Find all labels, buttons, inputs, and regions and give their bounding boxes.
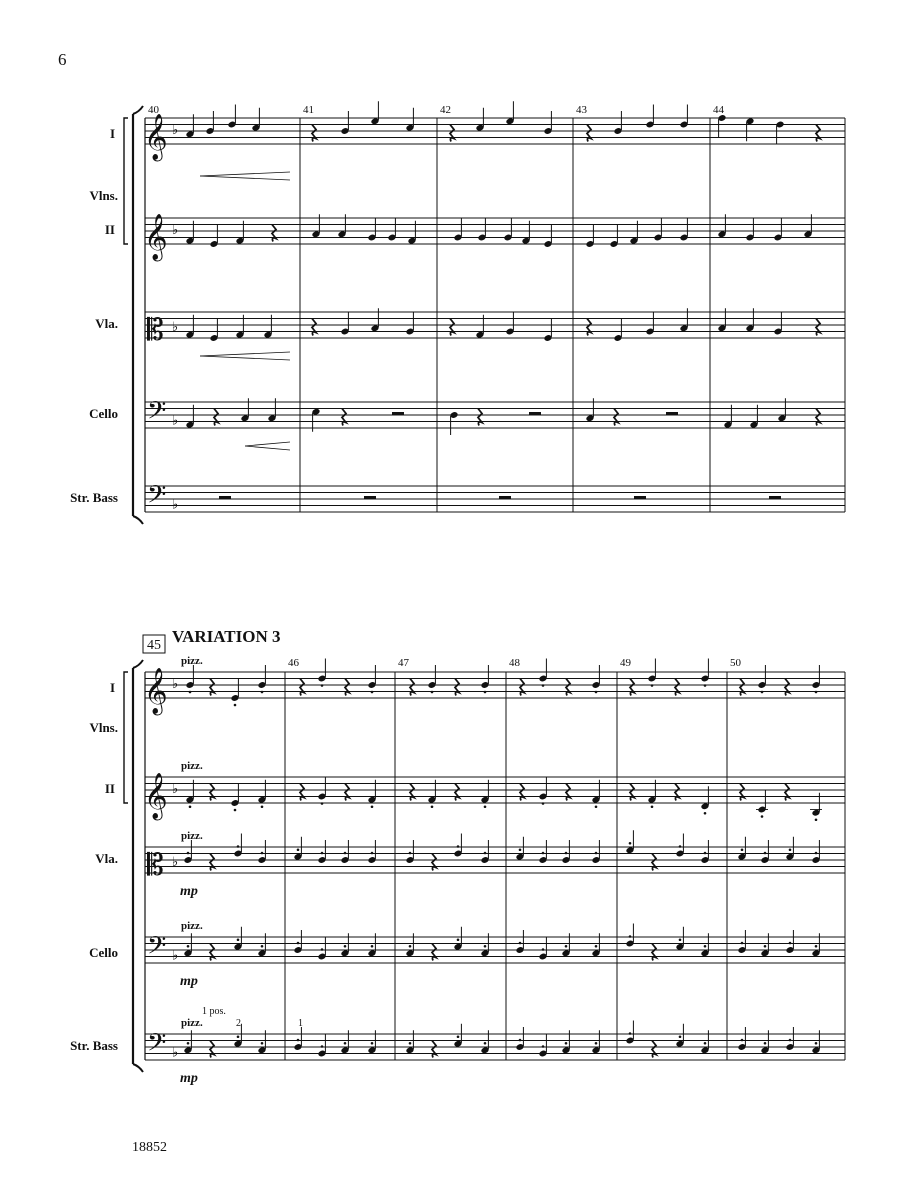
alto-clef-icon: 𝄡: [147, 848, 164, 883]
bracket-hook: [133, 516, 143, 524]
half-rest: [634, 496, 646, 499]
crescendo-hairpin: [200, 176, 290, 180]
quarter-rest: [455, 784, 459, 801]
staccato-dot: [431, 805, 434, 808]
staccato-dot: [595, 805, 598, 808]
quarter-rest: [342, 409, 346, 426]
measure-number: 48: [509, 657, 520, 669]
variation-title: VARIATION 3: [172, 627, 281, 646]
quarter-rest: [312, 125, 316, 142]
staccato-dot: [484, 691, 487, 694]
staccato-dot: [371, 805, 374, 808]
bracket-hook: [133, 660, 143, 668]
staccato-dot: [542, 948, 545, 951]
violin-2-label: II: [104, 781, 115, 796]
measure-number: 43: [576, 104, 587, 116]
bass-fingering: 1: [298, 1018, 303, 1029]
quarter-rest: [345, 679, 349, 696]
staccato-dot: [565, 945, 568, 948]
quarter-rest: [675, 679, 679, 696]
half-rest: [392, 412, 404, 415]
quarter-rest: [587, 319, 591, 336]
quarter-rest: [345, 784, 349, 801]
quarter-rest: [214, 409, 218, 426]
staccato-dot: [187, 852, 190, 855]
quarter-rest: [300, 679, 304, 696]
staccato-dot: [651, 684, 654, 687]
staccato-dot: [321, 802, 324, 805]
quarter-rest: [614, 409, 618, 426]
staccato-dot: [344, 945, 347, 948]
bracket-hook: [133, 1064, 143, 1072]
staccato-dot: [629, 842, 632, 845]
staccato-dot: [484, 805, 487, 808]
measure-number: 40: [148, 104, 159, 116]
staccato-dot: [371, 1042, 374, 1045]
staccato-dot: [297, 1039, 300, 1042]
quarter-rest: [740, 679, 744, 696]
alto-clef-icon: 𝄡: [147, 313, 164, 348]
staccato-dot: [261, 945, 264, 948]
staccato-dot: [704, 684, 707, 687]
crescendo-hairpin: [200, 172, 290, 176]
quarter-rest: [432, 1041, 436, 1058]
staccato-dot: [542, 852, 545, 855]
staccato-dot: [704, 812, 707, 815]
measure-number: 49: [620, 657, 631, 669]
staccato-dot: [761, 691, 764, 694]
dynamic-mp: mp: [180, 1071, 198, 1086]
staccato-dot: [741, 1039, 744, 1042]
staccato-dot: [189, 805, 192, 808]
staccato-dot: [457, 938, 460, 941]
staccato-dot: [237, 1035, 240, 1038]
pizz-marking: pizz.: [181, 760, 203, 772]
staccato-dot: [261, 1042, 264, 1045]
viola-label: Vla.: [95, 851, 118, 866]
quarter-rest: [566, 784, 570, 801]
measure-number: 42: [440, 104, 451, 116]
staccato-dot: [409, 945, 412, 948]
dynamic-mp: mp: [180, 974, 198, 989]
flat-icon: ♭: [172, 223, 179, 238]
staccato-dot: [261, 691, 264, 694]
pizz-marking: pizz.: [181, 920, 203, 932]
quarter-rest: [432, 854, 436, 871]
flat-icon: ♭: [172, 497, 179, 513]
violin-1-label: I: [109, 126, 115, 141]
flat-icon: ♭: [172, 855, 179, 870]
staccato-dot: [321, 852, 324, 855]
staccato-dot: [457, 1035, 460, 1038]
staccato-dot: [815, 945, 818, 948]
measure-number: 41: [303, 104, 314, 116]
quarter-rest: [816, 409, 820, 426]
measure-number: 47: [398, 657, 409, 669]
staccato-dot: [321, 1045, 324, 1048]
staccato-dot: [484, 852, 487, 855]
quarter-rest: [785, 679, 789, 696]
staccato-dot: [595, 852, 598, 855]
half-rest: [364, 496, 376, 499]
staccato-dot: [321, 948, 324, 951]
bracket-hook: [133, 106, 143, 114]
quarter-rest: [410, 784, 414, 801]
staccato-dot: [629, 935, 632, 938]
quarter-rest: [455, 679, 459, 696]
staccato-dot: [261, 852, 264, 855]
staccato-dot: [741, 942, 744, 945]
staccato-dot: [761, 815, 764, 818]
half-rest: [666, 412, 678, 415]
staccato-dot: [409, 852, 412, 855]
staccato-dot: [344, 852, 347, 855]
quarter-rest: [816, 125, 820, 142]
flat-icon: ♭: [172, 782, 179, 797]
bass-clef-icon: 𝄢: [147, 396, 167, 432]
measure-number: 46: [288, 657, 299, 669]
half-rest: [219, 496, 231, 499]
treble-clef-icon: 𝄞: [144, 668, 168, 714]
staccato-dot: [815, 691, 818, 694]
staccato-dot: [519, 942, 522, 945]
quarter-rest: [675, 784, 679, 801]
quarter-rest: [432, 944, 436, 961]
violins-label: Vlns.: [89, 188, 118, 203]
staccato-dot: [789, 848, 792, 851]
staccato-dot: [764, 852, 767, 855]
crescendo-hairpin: [200, 356, 290, 360]
quarter-rest: [210, 679, 214, 696]
bass-clef-icon: 𝄢: [147, 480, 167, 516]
quarter-rest: [210, 784, 214, 801]
quarter-rest: [312, 319, 316, 336]
staccato-dot: [371, 691, 374, 694]
staccato-dot: [297, 848, 300, 851]
staccato-dot: [431, 691, 434, 694]
staccato-dot: [484, 1042, 487, 1045]
staccato-dot: [595, 1042, 598, 1045]
quarter-rest: [520, 784, 524, 801]
bass-position-marking: 1 pos.: [202, 1006, 226, 1017]
quarter-rest: [520, 679, 524, 696]
staccato-dot: [234, 809, 237, 812]
quarter-rest: [587, 125, 591, 142]
staccato-dot: [409, 1042, 412, 1045]
staccato-dot: [651, 805, 654, 808]
treble-clef-icon: 𝄞: [144, 773, 168, 819]
quarter-rest: [300, 784, 304, 801]
staccato-dot: [187, 1042, 190, 1045]
bass-label: Str. Bass: [70, 490, 118, 505]
flat-icon: ♭: [172, 320, 179, 335]
violins-label: Vlns.: [89, 720, 118, 735]
treble-clef-icon: 𝄞: [144, 214, 168, 260]
half-rest: [769, 496, 781, 499]
violins-bracket: [124, 672, 128, 803]
violin-1-label: I: [109, 680, 115, 695]
crescendo-hairpin: [200, 352, 290, 356]
staccato-dot: [237, 845, 240, 848]
staccato-dot: [789, 1039, 792, 1042]
staccato-dot: [679, 1035, 682, 1038]
violins-bracket: [124, 118, 128, 244]
catalog-number: 18852: [132, 1140, 167, 1155]
quarter-rest: [785, 784, 789, 801]
quarter-rest: [210, 1041, 214, 1058]
quarter-rest: [816, 319, 820, 336]
staccato-dot: [371, 852, 374, 855]
dynamic-mp: mp: [180, 884, 198, 899]
staccato-dot: [704, 852, 707, 855]
pizz-marking: pizz.: [181, 830, 203, 842]
staccato-dot: [595, 691, 598, 694]
staccato-dot: [237, 938, 240, 941]
bass-fingering: 2: [236, 1018, 241, 1029]
staccato-dot: [764, 1042, 767, 1045]
staccato-dot: [704, 945, 707, 948]
quarter-rest: [410, 679, 414, 696]
quarter-rest: [652, 944, 656, 961]
quarter-rest: [630, 784, 634, 801]
staccato-dot: [542, 802, 545, 805]
staccato-dot: [704, 1042, 707, 1045]
pizz-marking: pizz.: [181, 655, 203, 667]
staccato-dot: [189, 691, 192, 694]
measure-number: 50: [730, 657, 741, 669]
staccato-dot: [457, 845, 460, 848]
flat-icon: ♭: [172, 677, 179, 692]
staccato-dot: [519, 1039, 522, 1042]
staccato-dot: [542, 684, 545, 687]
staccato-dot: [519, 848, 522, 851]
viola-label: Vla.: [95, 316, 118, 331]
staccato-dot: [815, 852, 818, 855]
pizz-marking: pizz.: [181, 1017, 203, 1029]
staccato-dot: [261, 805, 264, 808]
bass-clef-icon: 𝄢: [147, 931, 167, 967]
quarter-rest: [478, 409, 482, 426]
cello-label: Cello: [89, 945, 118, 960]
quarter-rest: [740, 784, 744, 801]
flat-icon: ♭: [172, 948, 179, 964]
bass-label: Str. Bass: [70, 1038, 118, 1053]
staccato-dot: [679, 938, 682, 941]
crescendo-hairpin: [245, 446, 290, 450]
staccato-dot: [815, 1042, 818, 1045]
quarter-rest: [272, 225, 276, 242]
staccato-dot: [542, 1045, 545, 1048]
staccato-dot: [187, 945, 190, 948]
quarter-rest: [652, 854, 656, 871]
staccato-dot: [741, 848, 744, 851]
flat-icon: ♭: [172, 1045, 179, 1061]
staccato-dot: [371, 945, 374, 948]
bass-clef-icon: 𝄢: [147, 1028, 167, 1064]
staccato-dot: [815, 818, 818, 821]
violin-2-label: II: [104, 222, 115, 237]
quarter-rest: [630, 679, 634, 696]
measure-number: 44: [713, 104, 724, 116]
staccato-dot: [565, 1042, 568, 1045]
flat-icon: ♭: [172, 123, 179, 138]
quarter-rest: [652, 1041, 656, 1058]
staccato-dot: [321, 684, 324, 687]
half-rest: [499, 496, 511, 499]
crescendo-hairpin: [245, 442, 290, 446]
quarter-rest: [210, 944, 214, 961]
staccato-dot: [297, 942, 300, 945]
quarter-rest: [210, 854, 214, 871]
staccato-dot: [679, 845, 682, 848]
quarter-rest: [450, 319, 454, 336]
flat-icon: ♭: [172, 413, 179, 429]
half-rest: [529, 412, 541, 415]
staccato-dot: [484, 945, 487, 948]
staccato-dot: [595, 945, 598, 948]
quarter-rest: [450, 125, 454, 142]
staccato-dot: [344, 1042, 347, 1045]
staccato-dot: [764, 945, 767, 948]
rehearsal-mark: 45: [147, 638, 161, 653]
staccato-dot: [565, 852, 568, 855]
staccato-dot: [234, 704, 237, 707]
page-number: 6: [58, 50, 67, 69]
cello-label: Cello: [89, 406, 118, 421]
quarter-rest: [566, 679, 570, 696]
staccato-dot: [789, 942, 792, 945]
treble-clef-icon: 𝄞: [144, 114, 168, 160]
staccato-dot: [629, 1032, 632, 1035]
